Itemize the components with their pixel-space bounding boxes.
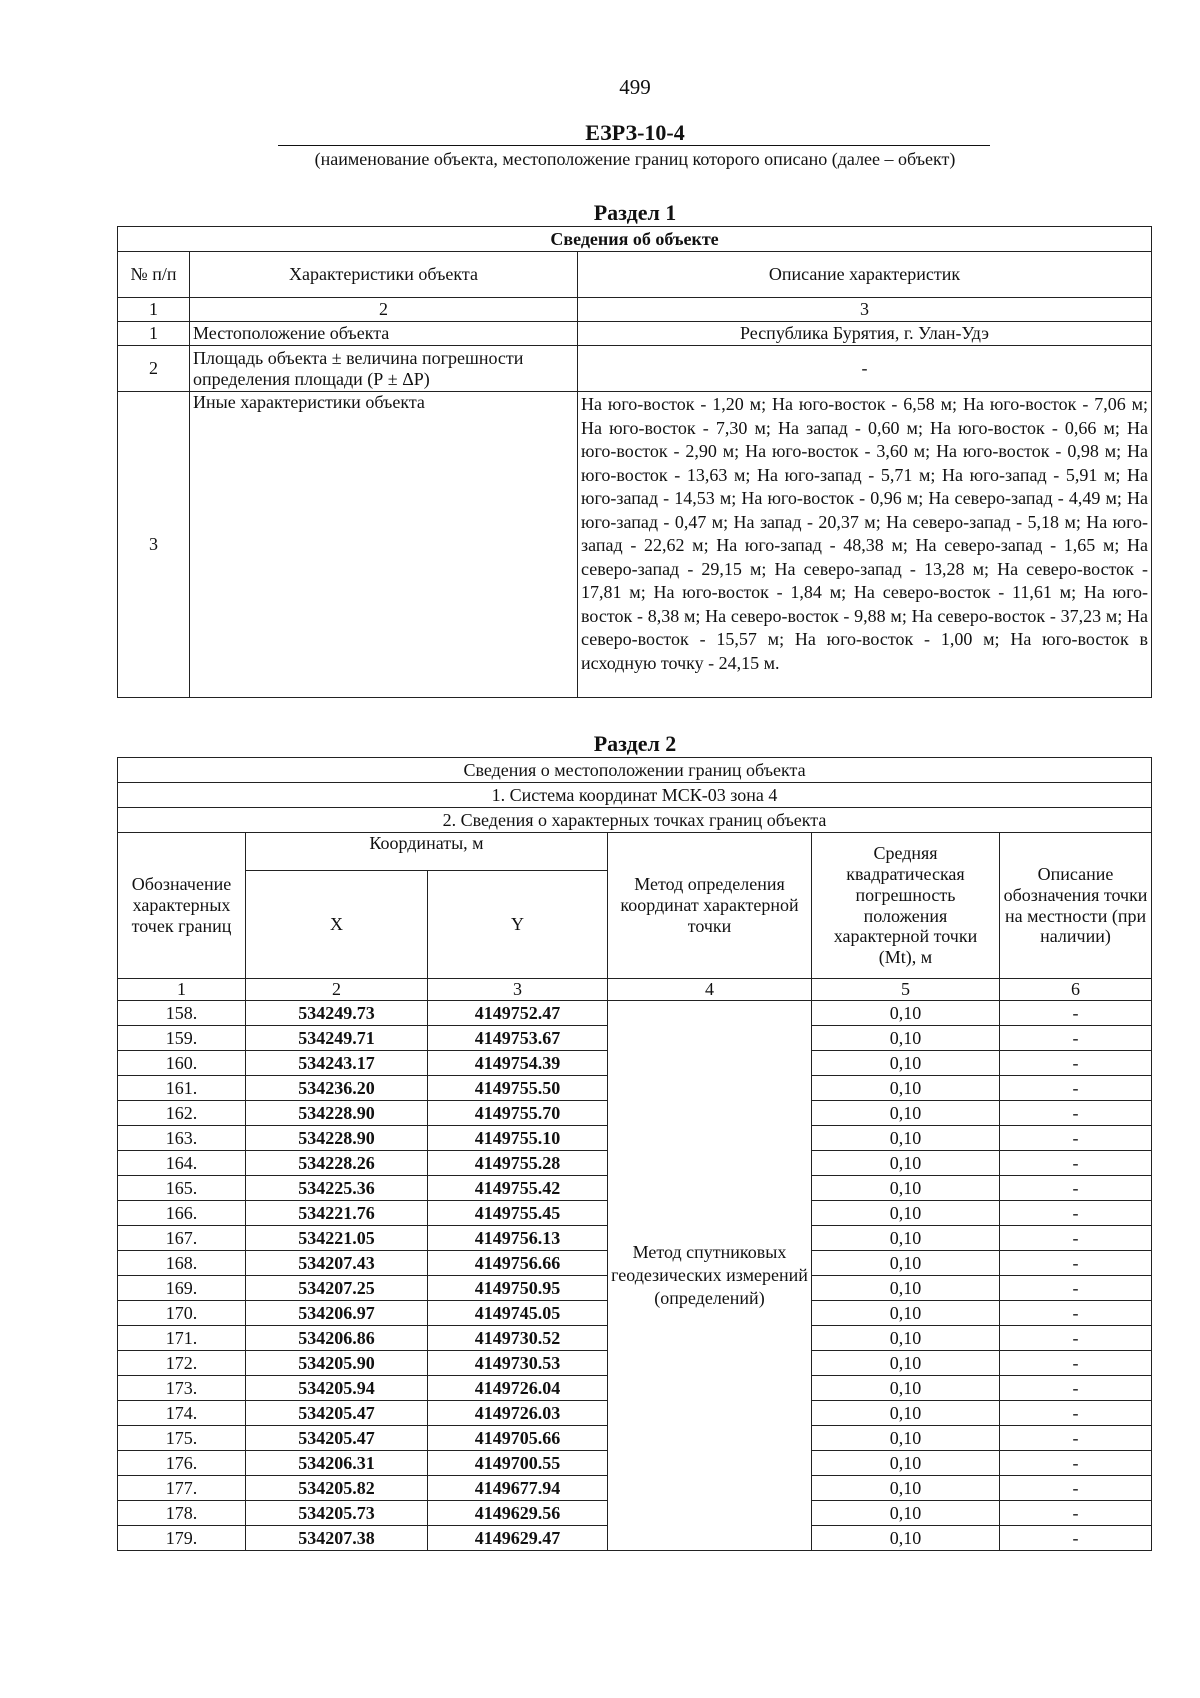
point-y: 4149756.66 — [428, 1251, 608, 1276]
point-x: 534207.43 — [246, 1251, 428, 1276]
point-y: 4149755.28 — [428, 1151, 608, 1176]
point-x: 534206.97 — [246, 1301, 428, 1326]
point-mt: 0,10 — [812, 1301, 1000, 1326]
point-y: 4149752.47 — [428, 1001, 608, 1026]
object-caption: (наименование объекта, местоположение границ которого описано (далее – объект) — [314, 149, 956, 169]
point-id: 177. — [118, 1476, 246, 1501]
point-y: 4149705.66 — [428, 1426, 608, 1451]
point-id: 176. — [118, 1451, 246, 1476]
col-number: 5 — [812, 979, 1000, 1001]
point-id: 172. — [118, 1351, 246, 1376]
point-mt: 0,10 — [812, 1001, 1000, 1026]
point-x: 534228.26 — [246, 1151, 428, 1176]
row-number: 1 — [118, 322, 190, 346]
point-x: 534205.82 — [246, 1476, 428, 1501]
col-header-designation: Обозначение характерных точек границ — [118, 833, 246, 979]
characteristic-value: На юго-восток - 1,20 м; На юго-восток - 6,58 м; На юго-восток - 7,06 м; На юго-восток - 7,30 м; На запад - 0,60 м; На юго-восток - 0,66 м; На юго-восток - 2,90 м; На юго-восток - 3,60 м; На юго-восток - 0,98 м; На юго-восток - 13,63 м; На юго-запад - 5,71 м; На юго-запад - 5,91 м; На юго-запад - 14,53 м; На юго-восток - 0,96 м; На северо-запад - 4,49 м; На юго-запад - 0,47 м; На запад - 20,37 м; На северо-запад - 5,18 м; На юго-запад - 22,62 м; На юго-запад - 48,38 м; На северо-запад - 1,65 м; На северо-запад - 29,15 м; На северо-запад - 13,28 м; На северо-восток - 17,81 м; На юго-восток - 1,84 м; На северо-восток - 11,61 м; На юго-восток - 8,38 м; На северо-восток - 9,88 м; На северо-восток - 37,23 м; На северо-восток - 15,57 м; На юго-восток - 1,00 м; На юго-восток в исходную точку - 24,15 м. — [578, 392, 1152, 698]
col-header-method: Метод определения координат характерной точки — [608, 833, 812, 979]
point-y: 4149755.42 — [428, 1176, 608, 1201]
characteristic-name: Местоположение объекта — [190, 322, 578, 346]
point-x: 534221.76 — [246, 1201, 428, 1226]
point-x: 534228.90 — [246, 1126, 428, 1151]
point-x: 534205.94 — [246, 1376, 428, 1401]
col-header-error: Средняя квадратическая погрешность положения характерной точки (Mt), м — [812, 833, 1000, 979]
point-description: - — [1000, 1476, 1152, 1501]
point-id: 163. — [118, 1126, 246, 1151]
col-number: 2 — [246, 979, 428, 1001]
point-id: 165. — [118, 1176, 246, 1201]
point-mt: 0,10 — [812, 1226, 1000, 1251]
point-x: 534205.47 — [246, 1401, 428, 1426]
point-x: 534228.90 — [246, 1101, 428, 1126]
point-y: 4149755.10 — [428, 1126, 608, 1151]
point-description: - — [1000, 1376, 1152, 1401]
point-id: 166. — [118, 1201, 246, 1226]
point-mt: 0,10 — [812, 1026, 1000, 1051]
point-mt: 0,10 — [812, 1326, 1000, 1351]
point-y: 4149755.70 — [428, 1101, 608, 1126]
point-x: 534206.86 — [246, 1326, 428, 1351]
point-id: 162. — [118, 1101, 246, 1126]
point-mt: 0,10 — [812, 1526, 1000, 1551]
point-description: - — [1000, 1026, 1152, 1051]
col-header-y: Y — [428, 871, 608, 979]
point-id: 169. — [118, 1276, 246, 1301]
point-mt: 0,10 — [812, 1201, 1000, 1226]
point-y: 4149745.05 — [428, 1301, 608, 1326]
col-header-coordinates: Координаты, м — [246, 833, 608, 871]
col-header-description: Описание обозначения точки на местности (при наличии) — [1000, 833, 1152, 979]
boundary-points-table — [117, 757, 1152, 1551]
point-y: 4149753.67 — [428, 1026, 608, 1051]
point-id: 170. — [118, 1301, 246, 1326]
col-header-characteristic: Характеристики объекта — [190, 252, 578, 298]
point-description: - — [1000, 1426, 1152, 1451]
point-x: 534205.47 — [246, 1426, 428, 1451]
point-id: 173. — [118, 1376, 246, 1401]
point-id: 171. — [118, 1326, 246, 1351]
point-description: - — [1000, 1051, 1152, 1076]
point-description: - — [1000, 1501, 1152, 1526]
col-header-description: Описание характеристик — [578, 252, 1152, 298]
point-description: - — [1000, 1451, 1152, 1476]
object-info-table — [117, 226, 1152, 698]
object-underline — [278, 145, 990, 146]
point-description: - — [1000, 1526, 1152, 1551]
point-x: 534249.73 — [246, 1001, 428, 1026]
col-number: 2 — [190, 298, 578, 322]
point-description: - — [1000, 1201, 1152, 1226]
col-number: 1 — [118, 979, 246, 1001]
point-id: 168. — [118, 1251, 246, 1276]
point-id: 161. — [118, 1076, 246, 1101]
point-mt: 0,10 — [812, 1426, 1000, 1451]
point-mt: 0,10 — [812, 1126, 1000, 1151]
point-description: - — [1000, 1351, 1152, 1376]
page-number: 499 — [619, 75, 651, 99]
col-number: 3 — [578, 298, 1152, 322]
points-body — [118, 1001, 1152, 1551]
point-id: 179. — [118, 1526, 246, 1551]
col-number: 3 — [428, 979, 608, 1001]
characteristic-name: Площадь объекта ± величина погрешности определения площади (Р ± ΔР) — [190, 346, 578, 392]
point-mt: 0,10 — [812, 1501, 1000, 1526]
point-description: - — [1000, 1401, 1152, 1426]
point-x: 534207.25 — [246, 1276, 428, 1301]
coordinate-system: 1. Система координат МСК-03 зона 4 — [118, 783, 1152, 808]
point-y: 4149629.56 — [428, 1501, 608, 1526]
point-x: 534205.90 — [246, 1351, 428, 1376]
point-description: - — [1000, 1126, 1152, 1151]
point-id: 164. — [118, 1151, 246, 1176]
point-description: - — [1000, 1251, 1152, 1276]
table-row — [118, 322, 1152, 346]
point-y: 4149726.03 — [428, 1401, 608, 1426]
point-id: 174. — [118, 1401, 246, 1426]
point-mt: 0,10 — [812, 1276, 1000, 1301]
point-mt: 0,10 — [812, 1376, 1000, 1401]
point-mt: 0,10 — [812, 1351, 1000, 1376]
col-number: 6 — [1000, 979, 1152, 1001]
point-mt: 0,10 — [812, 1151, 1000, 1176]
point-x: 534243.17 — [246, 1051, 428, 1076]
point-mt: 0,10 — [812, 1176, 1000, 1201]
point-id: 159. — [118, 1026, 246, 1051]
section1-title: Раздел 1 — [593, 200, 677, 225]
point-x: 534249.71 — [246, 1026, 428, 1051]
point-mt: 0,10 — [812, 1076, 1000, 1101]
point-description: - — [1000, 1151, 1152, 1176]
col-header-number: № п/п — [118, 252, 190, 298]
row-number: 2 — [118, 346, 190, 392]
point-description: - — [1000, 1076, 1152, 1101]
point-mt: 0,10 — [812, 1401, 1000, 1426]
point-x: 534205.73 — [246, 1501, 428, 1526]
method-value: Метод спутниковых геодезических измерений (определений) — [608, 1001, 812, 1551]
table-row — [118, 346, 1152, 392]
point-mt: 0,10 — [812, 1476, 1000, 1501]
point-x: 534206.31 — [246, 1451, 428, 1476]
table-row — [118, 392, 1152, 698]
location-info-heading: Сведения о местоположении границ объекта — [118, 758, 1152, 783]
point-id: 160. — [118, 1051, 246, 1076]
point-y: 4149730.53 — [428, 1351, 608, 1376]
point-y: 4149629.47 — [428, 1526, 608, 1551]
point-id: 178. — [118, 1501, 246, 1526]
point-y: 4149756.13 — [428, 1226, 608, 1251]
point-x: 534207.38 — [246, 1526, 428, 1551]
row-number: 3 — [118, 392, 190, 698]
object-info-title: Сведения об объекте — [118, 227, 1152, 252]
point-y: 4149754.39 — [428, 1051, 608, 1076]
section2-title: Раздел 2 — [593, 731, 677, 756]
point-y: 4149700.55 — [428, 1451, 608, 1476]
point-mt: 0,10 — [812, 1101, 1000, 1126]
point-id: 167. — [118, 1226, 246, 1251]
point-mt: 0,10 — [812, 1251, 1000, 1276]
point-description: - — [1000, 1326, 1152, 1351]
point-x: 534225.36 — [246, 1176, 428, 1201]
point-mt: 0,10 — [812, 1451, 1000, 1476]
point-description: - — [1000, 1276, 1152, 1301]
col-number: 4 — [608, 979, 812, 1001]
characteristic-value: Республика Бурятия, г. Улан-Удэ — [578, 322, 1152, 346]
point-description: - — [1000, 1226, 1152, 1251]
point-y: 4149726.04 — [428, 1376, 608, 1401]
col-header-x: X — [246, 871, 428, 979]
point-description: - — [1000, 1176, 1152, 1201]
point-x: 534221.05 — [246, 1226, 428, 1251]
characteristic-value: - — [578, 346, 1152, 392]
point-y: 4149755.45 — [428, 1201, 608, 1226]
point-x: 534236.20 — [246, 1076, 428, 1101]
point-y: 4149755.50 — [428, 1076, 608, 1101]
point-y: 4149677.94 — [428, 1476, 608, 1501]
point-description: - — [1000, 1001, 1152, 1026]
point-id: 175. — [118, 1426, 246, 1451]
points-info-heading: 2. Сведения о характерных точках границ объекта — [118, 808, 1152, 833]
point-description: - — [1000, 1301, 1152, 1326]
characteristic-name: Иные характеристики объекта — [190, 392, 578, 698]
point-y: 4149730.52 — [428, 1326, 608, 1351]
point-id: 158. — [118, 1001, 246, 1026]
object-code: ЕЗРЗ-10-4 — [585, 120, 685, 145]
point-description: - — [1000, 1101, 1152, 1126]
table-row — [118, 1001, 1152, 1026]
col-number: 1 — [118, 298, 190, 322]
point-y: 4149750.95 — [428, 1276, 608, 1301]
point-mt: 0,10 — [812, 1051, 1000, 1076]
